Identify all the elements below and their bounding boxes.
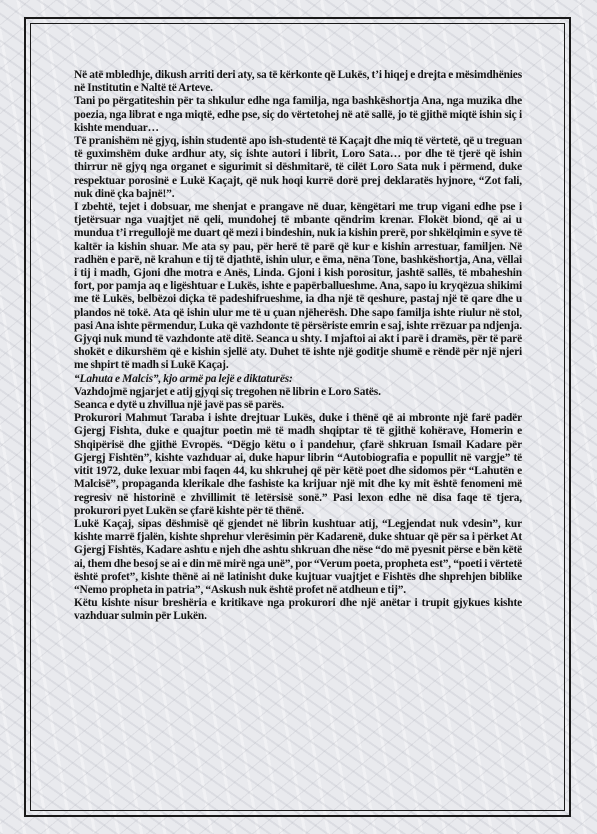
paragraph: Në atë mbledhje, dikush arriti deri aty, sa të kërkonte që Lukës, t’i hiqej e drejta e mësimdhënies në Institutin e Naltë të Arteve.: [74, 69, 522, 95]
paragraph: Të pranishëm në gjyq, ishin studentë apo ish-studentë të Kaçajt dhe miq të vërtetë, që u treguan të guximshëm duke ardhur aty, siç ishte autori i librit, Loro Sata… por dhe të tjerë që ishin thirrur në gjyq nga organet e sigurimit si dëshmitarë, të cilët Loro Sata nuk i përmend, duke respektuar porosinë e Lukë Kaçajt, që nuk hoqi kurrë dorë prej deklaratës hyjnore, “Zot fali, nuk dinë çka bajnë!”.: [74, 135, 522, 200]
paragraph: Lukë Kaçaj, sipas dëshmisë që gjendet në librin kushtuar atij, “Legjendat nuk vdesin”, kur kishte marrë fjalën, kishte shprehur vlerësimin për Kadarenë, duke shtuar që për sa i përket At Gjergj Fishtës, Kadare ashtu e njeh dhe ashtu shkruan dhe nëse “do më pyesnit përse e bën këtë ai, them dhe besoj se ai e din më mirë nga unë”, por “Verum poeta, propheta est”, “poeti i vërtetë është profet”, kishte thënë ai në latinisht duke kujtuar vuajtjet e Fishtës dhe shprehjen biblike “Nemo propheta in patria”, “Askush nuk është profet në atdheun e tij”.: [74, 517, 522, 596]
paragraph: I zbehtë, tejet i dobsuar, me shenjat e prangave në duar, këngëtari me trup vigani edhe pse i tjetërsuar nga vuajtjet në qeli, mundohej të mbante qëndrim krenar. Flokët biond, që ai u mundua t’i rregullojë me duart që mezi i bindeshin, nuk ia kishin prerë, por shkëlqimin e syve të kaltër ia kishin shuar. Me ata sy pau, për herë të parë që kur e kishin arrestuar, familjen. Në radhën e parë, në krahun e tij të djathtë, ishin ulur, e ëma, nëna Tone, bashkëshortja, Ana, vëllai i tij i madh, Gjoni dhe motra e Anës, Linda. Gjoni i kish porositur, jashtë sallës, të mbaheshin fort, por pamja aq e ligështuar e Lukës, ishte e papërballueshme. Ana, sapo iu kryqëzua shikimi me të Lukës, belbëzoi diçka të padeshifrueshme, ia dha një të qeshure, pastaj një të qare dhe u plandos në tokë. Ata që ishin ulur me të u çuan njëherësh. Dhe sapo familja ishte riulur në stol, pasi Ana ishte përmendur, Luka që vazhdonte të përsëriste emrin e saj, ishte rrëzuar pa ndjenja. Gjyqi nuk mund të vazhdonte atë ditë. Seanca u shty. I mjaftoi ai akt i parë i dramës, për të parë shokët e dikurshëm që e kishin sjellë aty. Duhet të ishte një goditje shumë e rëndë për një njeri me shpirt të madh si Lukë Kaçaj.: [74, 201, 522, 372]
paragraph: Tani po përgatiteshin për ta shkulur edhe nga familja, nga bashkëshortja Ana, nga muzika dhe poezia, nga librat e nga miqtë, edhe pse, siç do vërtetohej në atë sallë, jo të gjithë miqtë ishin siç i kishte menduar…: [74, 95, 522, 134]
section-heading: “Lahuta e Malcis”, kjo armë pa lejë e diktaturës:: [74, 372, 293, 385]
paragraph: Seanca e dytë u zhvillua një javë pas së parës.: [74, 399, 284, 412]
article-body: [74, 69, 522, 624]
paragraph: Vazhdojmë ngjarjet e atij gjyqi siç tregohen në librin e Loro Satës.: [74, 385, 381, 398]
paragraph: Prokurori Mahmut Taraba i ishte drejtuar Lukës, duke i thënë që ai mbronte një farë padër Gjergj Fishta, duke e quajtur poetin më të madh shqiptar të të gjithë kohërave, Homerin e Shqipërisë dhe gjithë Evropës. “Dëgjo këtu o i pandehur, çfarë shkruan Ismail Kadare për Gjergj Fishtën”, kishte vazhduar ai, duke hapur librin “Autobiografia e popullit në vargje” të vitit 1972, duke lexuar mbi faqen 44, ku shkruhej që për këtë poet dhe sidomos për “Lahutën e Malcisë”, propaganda klerikale dhe fashiste ka krijuar një mit dhe ky mit është fenomeni më regresiv në historinë e zhvillimit të letërsisë sonë.” Pasi lexon edhe në disa faqe të tjera, prokurori pyet Lukën se çfarë kishte për të thënë.: [74, 412, 522, 517]
paragraph: Këtu kishte nisur breshëria e kritikave nga prokurori dhe një anëtar i trupit gjykues kishte vazhduar sulmin për Lukën.: [74, 597, 522, 623]
